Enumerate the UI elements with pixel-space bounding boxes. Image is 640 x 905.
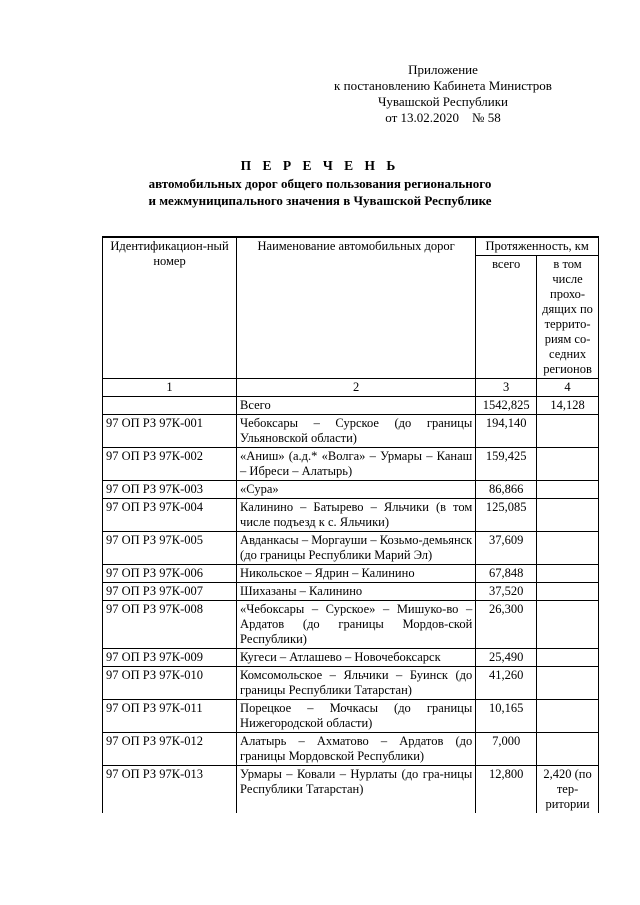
road-name: «Аниш» (а.д.* «Волга» – Урмары – Канаш – Ибреси – Алатырь) <box>237 448 476 481</box>
appendix-line-3: Чувашской Республики <box>377 94 509 109</box>
road-name: Комсомольское – Яльчики – Буинск (до границы Республики Татарстан) <box>237 667 476 700</box>
total-length: 1542,825 <box>476 397 537 415</box>
total-row <box>103 397 599 415</box>
road-id: 97 ОП РЗ 97К-011 <box>103 700 237 733</box>
road-id: 97 ОП РЗ 97К-002 <box>103 448 237 481</box>
road-neighbor-length <box>537 667 599 700</box>
road-neighbor-length <box>537 601 599 649</box>
table-row <box>103 601 599 649</box>
col-number-1: 1 <box>103 379 237 397</box>
road-id: 97 ОП РЗ 97К-006 <box>103 565 237 583</box>
road-length: 125,085 <box>476 499 537 532</box>
road-name: Алатырь – Ахматово – Ардатов (до границы Мордовской Республики) <box>237 733 476 766</box>
title-line-2: и межмуниципального значения в Чувашской Республике <box>148 193 492 208</box>
road-length: 194,140 <box>476 415 537 448</box>
table-row <box>103 733 599 766</box>
header-name: Наименование автомобильных дорог <box>237 237 476 379</box>
road-name: «Чебоксары – Сурское» – Мишуко-во – Ардатов (до границы Мордов-ской Республики) <box>237 601 476 649</box>
road-length: 26,300 <box>476 601 537 649</box>
road-name: Авданкасы – Моргауши – Козьмо-демьянск (до границы Республики Марий Эл) <box>237 532 476 565</box>
appendix-line-1: Приложение <box>408 62 478 77</box>
table-row <box>103 766 599 814</box>
road-id: 97 ОП РЗ 97К-009 <box>103 649 237 667</box>
road-id: 97 ОП РЗ 97К-003 <box>103 481 237 499</box>
road-id: 97 ОП РЗ 97К-010 <box>103 667 237 700</box>
roads-table <box>102 236 599 813</box>
table-row <box>103 415 599 448</box>
table-row <box>103 499 599 532</box>
road-id: 97 ОП РЗ 97К-007 <box>103 583 237 601</box>
document-title <box>0 157 640 209</box>
col-number-4: 4 <box>537 379 599 397</box>
header-id: Идентификацион-ный номер <box>103 237 237 379</box>
table-row <box>103 649 599 667</box>
road-rows <box>103 415 599 814</box>
road-id: 97 ОП РЗ 97К-004 <box>103 499 237 532</box>
road-id: 97 ОП РЗ 97К-013 <box>103 766 237 814</box>
road-neighbor-length: 2,420 (по тер-ритории <box>537 766 599 814</box>
table-row <box>103 583 599 601</box>
col-number-2: 2 <box>237 379 476 397</box>
road-name: Порецкое – Мочкасы (до границы Нижегородской области) <box>237 700 476 733</box>
road-name: Калинино – Батырево – Яльчики (в том числе подъезд к с. Яльчики) <box>237 499 476 532</box>
table-row <box>103 700 599 733</box>
road-length: 67,848 <box>476 565 537 583</box>
road-neighbor-length <box>537 649 599 667</box>
table-row <box>103 481 599 499</box>
total-neighbor: 14,128 <box>537 397 599 415</box>
total-label: Всего <box>237 397 476 415</box>
road-neighbor-length <box>537 481 599 499</box>
road-length: 37,520 <box>476 583 537 601</box>
road-id: 97 ОП РЗ 97К-008 <box>103 601 237 649</box>
road-name: Кугеси – Атлашево – Новочебоксарск <box>237 649 476 667</box>
road-neighbor-length <box>537 415 599 448</box>
col-number-3: 3 <box>476 379 537 397</box>
header-length: Протяженность, км <box>476 237 599 256</box>
road-id: 97 ОП РЗ 97К-001 <box>103 415 237 448</box>
table-row <box>103 448 599 481</box>
road-neighbor-length <box>537 448 599 481</box>
road-name: Шихазаны – Калинино <box>237 583 476 601</box>
road-length: 86,866 <box>476 481 537 499</box>
header-neighbor: в том числе прохо-дящих по террито-риям со-седних регионов <box>537 256 599 379</box>
road-name: «Сура» <box>237 481 476 499</box>
column-numbers-row <box>103 379 599 397</box>
road-length: 12,800 <box>476 766 537 814</box>
road-length: 7,000 <box>476 733 537 766</box>
appendix-block <box>293 62 593 126</box>
table-row <box>103 532 599 565</box>
road-length: 159,425 <box>476 448 537 481</box>
table-row <box>103 667 599 700</box>
road-name: Урмары – Ковали – Нурлаты (до гра-ницы Республики Татарстан) <box>237 766 476 814</box>
header-total: всего <box>476 256 537 379</box>
road-name: Чебоксары – Сурское (до границы Ульяновской области) <box>237 415 476 448</box>
road-neighbor-length <box>537 733 599 766</box>
table-header-row <box>103 237 599 256</box>
appendix-line-2: к постановлению Кабинета Министров <box>334 78 552 93</box>
road-neighbor-length <box>537 565 599 583</box>
total-id-cell <box>103 397 237 415</box>
road-id: 97 ОП РЗ 97К-005 <box>103 532 237 565</box>
road-neighbor-length <box>537 583 599 601</box>
table-row <box>103 565 599 583</box>
title-line-1: автомобильных дорог общего пользования регионального <box>148 176 492 191</box>
road-length: 10,165 <box>476 700 537 733</box>
title-heading: П Е Р Е Ч Е Н Ь <box>240 158 400 173</box>
road-id: 97 ОП РЗ 97К-012 <box>103 733 237 766</box>
appendix-line-4: от 13.02.2020 № 58 <box>385 110 501 125</box>
road-neighbor-length <box>537 532 599 565</box>
road-neighbor-length <box>537 700 599 733</box>
road-name: Никольское – Ядрин – Калинино <box>237 565 476 583</box>
road-length: 25,490 <box>476 649 537 667</box>
road-length: 41,260 <box>476 667 537 700</box>
road-neighbor-length <box>537 499 599 532</box>
road-length: 37,609 <box>476 532 537 565</box>
